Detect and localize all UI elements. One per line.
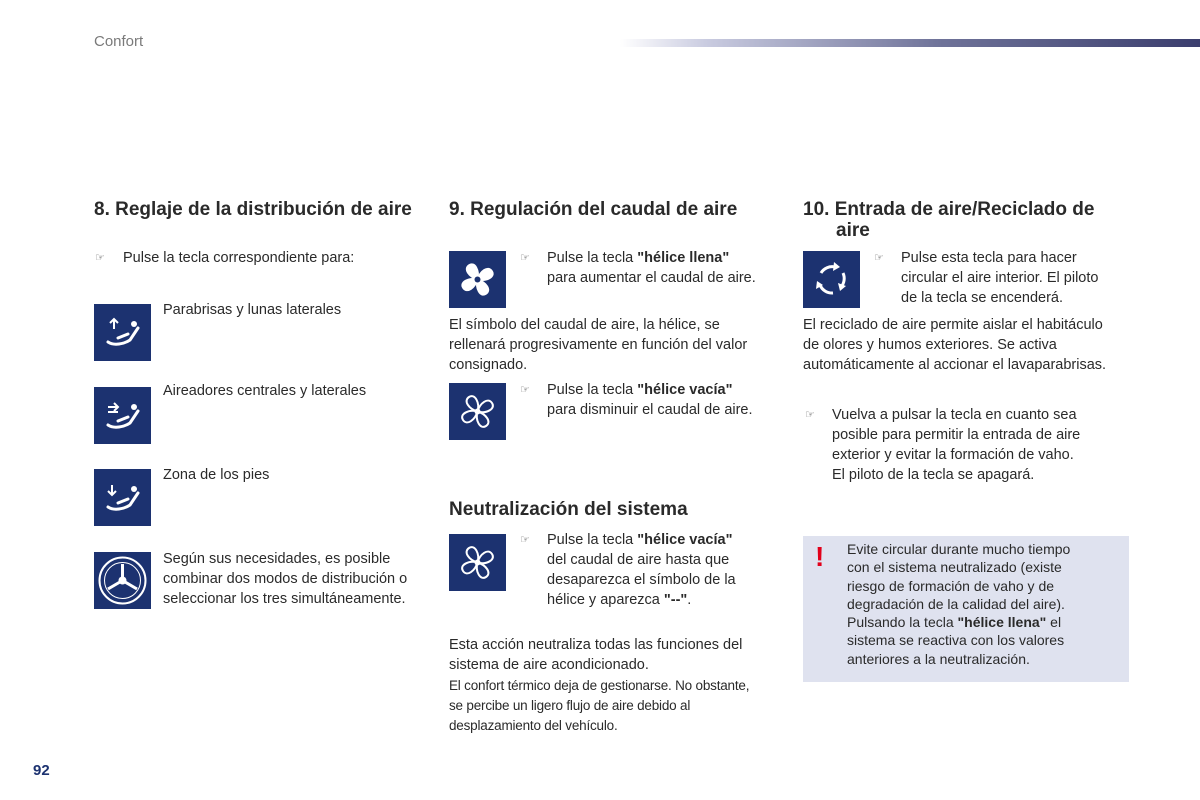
warning-icon: ! <box>815 541 825 572</box>
col2-step2: Pulse la tecla "hélice vacía" para disminuir el caudal de aire. <box>547 382 753 418</box>
pointer-icon: ☞ <box>95 252 105 264</box>
col1-item4-text: Según sus necesidades, es posible combinar dos modos de distribución o seleccionar los tres simultáneamente. <box>163 551 408 607</box>
face-vents-airflow-icon <box>94 387 151 444</box>
col2-para2: Esta acción neutraliza todas las funciones del sistema de aire acondicionado. <box>449 637 743 673</box>
footwell-airflow-icon <box>94 469 151 526</box>
header-bar <box>620 39 1200 47</box>
page-number: 92 <box>33 762 50 779</box>
col1-intro: Pulse la tecla correspondiente para: <box>123 250 355 266</box>
col1-title: 8. Reglaje de la distribución de aire <box>94 199 412 220</box>
col1-item1-text: Parabrisas y lunas laterales <box>163 302 342 318</box>
col3-step1: Pulse esta tecla para hacer circular el aire interior. El piloto de la tecla se encenderá. <box>901 250 1099 306</box>
col2-step1: Pulse la tecla "hélice llena" para aumentar el caudal de aire. <box>547 250 756 286</box>
pointer-icon: ☞ <box>520 534 530 546</box>
col2-para3: El confort térmico deja de gestionarse. No obstante, se percibe un ligero flujo de aire debido al desplazamiento del vehículo. <box>449 678 750 733</box>
col2-title: 9. Regulación del caudal de aire <box>449 199 738 220</box>
recirculation-icon <box>803 251 860 308</box>
col3-step2: Vuelva a pulsar la tecla en cuanto sea posible para permitir la entrada de aire exterior y evitar la formación de vaho. El piloto de la tecla se apagará. <box>832 407 1081 483</box>
pointer-icon: ☞ <box>520 384 530 396</box>
col1-item2-text: Aireadores centrales y laterales <box>163 383 367 399</box>
col2-para1: El símbolo del caudal de aire, la hélice, se rellenará progresivamente en función del valor consignado. <box>449 317 748 373</box>
col1-item3-text: Zona de los pies <box>163 467 270 483</box>
col2-step3: Pulse la tecla "hélice vacía" del caudal de aire hasta que desaparezca el símbolo de la hélice y aparezca "--". <box>547 532 736 608</box>
fan-full-icon <box>449 251 506 308</box>
pointer-icon: ☞ <box>520 252 530 264</box>
col3-para1: El reciclado de aire permite aislar el habitáculo de olores y humos exteriores. Se activa automáticamente al accionar el lavaparabrisas. <box>803 317 1107 373</box>
pointer-icon: ☞ <box>805 409 815 421</box>
col3-title: 10. Entrada de aire/Reciclado de aire <box>803 199 1095 241</box>
combined-distribution-icon <box>94 552 151 609</box>
warning-text: Evite circular durante mucho tiempo con el sistema neutralizado (existe riesgo de formación de vaho y de degradación de la calidad del aire). Pulsando la tecla "hélice llena" el sistema se reactiva con los valores anteriores a la neutralización. <box>847 541 1071 667</box>
windscreen-airflow-icon <box>94 304 151 361</box>
fan-empty-icon <box>449 383 506 440</box>
col2-subtitle: Neutralización del sistema <box>449 499 688 520</box>
section-label: Confort <box>94 33 144 50</box>
pointer-icon: ☞ <box>874 252 884 264</box>
fan-empty-icon <box>449 534 506 591</box>
